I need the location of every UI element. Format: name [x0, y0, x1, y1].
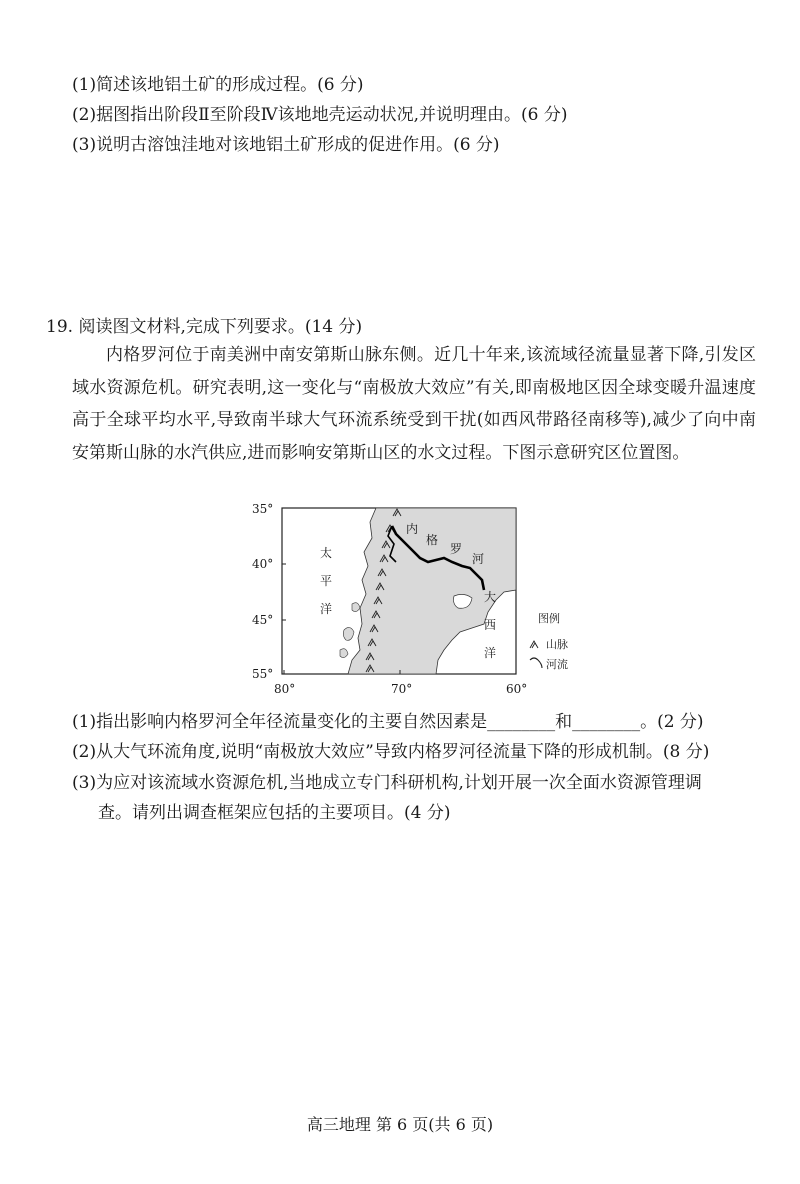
legend-title: 图例 [538, 612, 560, 625]
lat-label-45: 45° [252, 613, 274, 627]
q19-part3-line1: (3)为应对该流域水资源危机,当地成立专门科研机构,计划开展一次全面水资源管理调 [72, 773, 702, 793]
q19-material: 内格罗河位于南美洲中南安第斯山脉东侧。近几十年来,该流域径流量显著下降,引发区域水资源危机。研究表明,这一变化与“南极放大效应”有关,即南极地区因全球变暖升温速度高于全球平均水平,导致南半球大气环流系统受到干扰(如西风带路径南移等),减少了向中南安第斯山脉的水汽供应,进而影响安第斯山区的水文过程。下图示意研究区位置图。 [72, 345, 756, 463]
q18-part1: (1)简述该地铝土矿的形成过程。(6 分) [72, 75, 364, 95]
river-label-1: 内 [406, 522, 419, 536]
q19-part3-line2: 查。请列出调查框架应包括的主要项目。(4 分) [98, 803, 451, 823]
q19-part2: (2)从大气环流角度,说明“南极放大效应”导致内格罗河径流量下降的形成机制。(8 分) [72, 742, 710, 762]
lon-label-70: 70° [391, 682, 413, 696]
lat-label-40: 40° [252, 557, 274, 571]
legend-river-icon [530, 658, 542, 668]
lon-label-60: 60° [506, 682, 528, 696]
study-area-map [248, 500, 578, 700]
pacific-label-1: 太 [320, 546, 333, 560]
legend-mountain-label: 山脉 [546, 638, 568, 651]
atlantic-label-1: 大 [484, 590, 497, 604]
page-footer: 高三地理 第 6 页(共 6 页) [306, 1115, 494, 1134]
river-label-2: 格 [426, 533, 439, 547]
pacific-label-2: 平 [320, 574, 333, 588]
q19-part1: (1)指出影响内格罗河全年径流量变化的主要自然因素是________和________。(2 分) [72, 712, 704, 732]
lat-label-35: 35° [252, 502, 274, 516]
q19-heading: 19. 阅读图文材料,完成下列要求。(14 分) [46, 317, 363, 337]
pacific-label-3: 洋 [320, 602, 333, 616]
lat-label-55: 55° [252, 667, 274, 681]
lon-label-80: 80° [274, 682, 296, 696]
river-label-3: 罗 [450, 542, 463, 556]
legend-river-label: 河流 [546, 658, 568, 671]
atlantic-label-2: 西 [484, 618, 497, 632]
q18-part2: (2)据图指出阶段Ⅱ至阶段Ⅳ该地地壳运动状况,并说明理由。(6 分) [72, 105, 568, 125]
river-label-4: 河 [472, 552, 485, 566]
legend-mountain-icon [530, 641, 538, 648]
q18-part3: (3)说明古溶蚀洼地对该地铝土矿形成的促进作用。(6 分) [72, 135, 500, 155]
atlantic-label-3: 洋 [484, 646, 497, 660]
